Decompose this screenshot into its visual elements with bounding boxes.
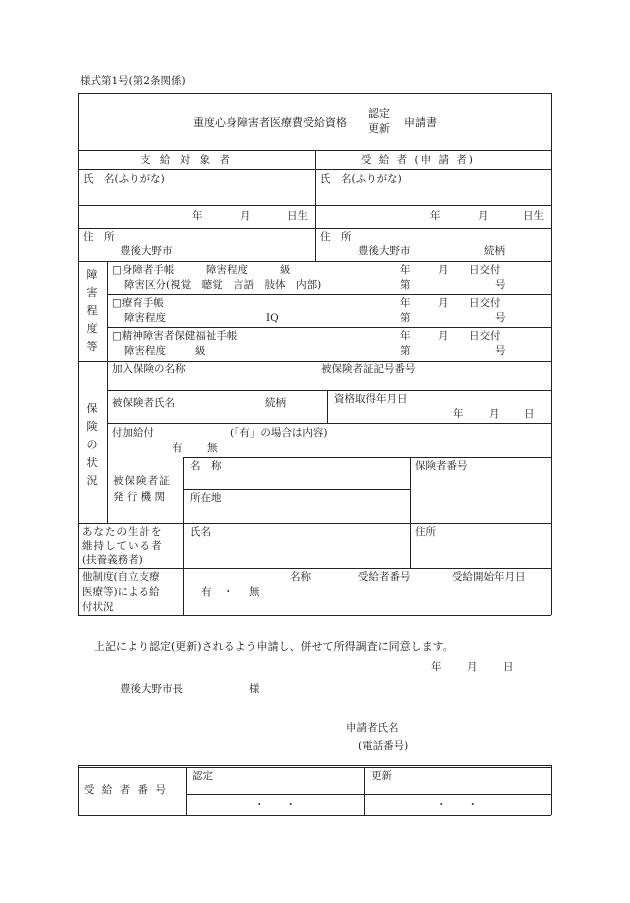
applicant-address-label: 住 所 xyxy=(320,231,352,243)
applicant-birth-day: 日生 xyxy=(523,210,544,222)
mental-issued-day: 日交付 xyxy=(469,330,501,342)
acquired-date-label: 資格取得年月日 xyxy=(334,393,408,405)
supplement-note: (「有」の場合は内容) xyxy=(230,427,328,439)
insurance-side-label: 保険の状況 xyxy=(86,402,98,487)
issuer-name-label: 名 称 xyxy=(190,460,222,472)
recipient-number-label: 受 給 者 番 号 xyxy=(84,784,168,796)
declaration-honorific: 様 xyxy=(249,683,260,695)
acquired-year: 年 xyxy=(453,408,464,420)
beneficiary-header: 支 給 対 象 者 xyxy=(140,154,233,166)
issuer-label-line1: 被保険者証 xyxy=(113,475,171,487)
physical-issued-month: 月 xyxy=(438,264,449,276)
supporter-address-label: 住所 xyxy=(415,526,436,538)
declaration-statement: 上記により認定(更新)されるよう申請し、併せて所得調査に同意します。 xyxy=(94,640,454,653)
other-system-label-line1: 他制度(自立支療 xyxy=(82,571,160,583)
declaration-month: 月 xyxy=(467,661,478,673)
beneficiary-address-label: 住 所 xyxy=(83,231,115,243)
physical-category: 障害区分(視覚 聴覚 言語 肢体 内部) xyxy=(124,279,322,291)
mental-grade-label: 障害程度 xyxy=(124,345,166,357)
insured-relation-label: 続柄 xyxy=(265,397,286,409)
certification-date-dots: ・ ・ xyxy=(254,799,296,811)
rehab-number-prefix: 第 xyxy=(400,312,411,324)
physical-issued-year: 年 xyxy=(400,264,411,276)
beneficiary-birth-year: 年 xyxy=(192,210,203,222)
mental-number-suffix: 号 xyxy=(495,345,506,357)
applicant-phone-label: (電話番号) xyxy=(358,740,409,752)
renewal-date-dots: ・ ・ xyxy=(436,799,478,811)
other-system-start-date-label: 受給開始年月日 xyxy=(452,571,526,583)
supporter-name-label: 氏名 xyxy=(190,526,211,538)
physical-number-prefix: 第 xyxy=(400,279,411,291)
beneficiary-birth-month: 月 xyxy=(240,210,251,222)
mental-grade-unit: 級 xyxy=(195,345,206,357)
supplement-no[interactable]: 無 xyxy=(207,442,218,454)
other-system-label-line2: 医療等)による給 xyxy=(82,586,160,598)
other-system-no[interactable]: 無 xyxy=(249,586,260,598)
form-title: 重度心身障害者医療費受給資格 xyxy=(193,116,347,129)
rehab-issued-month: 月 xyxy=(438,297,449,309)
mental-issued-month: 月 xyxy=(438,330,449,342)
insured-name-label: 被保険者氏名 xyxy=(112,397,175,409)
other-system-yes[interactable]: 有 xyxy=(201,586,212,598)
insurance-card-number-label: 被保険者証記号番号 xyxy=(321,363,416,375)
beneficiary-city: 豊後大野市 xyxy=(120,245,173,257)
supporter-label-line3: (扶養義務者) xyxy=(82,554,143,566)
insurer-number-label: 保険者番号 xyxy=(415,460,468,472)
rehab-handbook-checkbox[interactable]: □療育手帳 xyxy=(112,297,164,309)
recipient-renewal-label: 更新 xyxy=(371,770,392,782)
other-system-name-label: 名称 xyxy=(290,571,311,583)
form-id: 様式第1号(第2条関係) xyxy=(80,75,186,87)
applicant-birth-month: 月 xyxy=(478,210,489,222)
mental-number-prefix: 第 xyxy=(400,345,411,357)
mental-issued-year: 年 xyxy=(400,330,411,342)
declaration-year: 年 xyxy=(431,661,442,673)
beneficiary-birth-day: 日生 xyxy=(287,210,308,222)
supplement-label: 付加給付 xyxy=(112,427,154,439)
supplement-yes[interactable]: 有 xyxy=(172,442,183,454)
mental-handbook-checkbox[interactable]: □精神障害者保健福祉手帳 xyxy=(112,330,238,342)
supporter-label-line2: 維持している者 xyxy=(82,540,163,552)
physical-handbook-checkbox[interactable]: □身障者手帳 xyxy=(112,264,175,276)
disability-side-label: 障害程度等 xyxy=(86,268,98,353)
physical-grade-label: 障害程度 xyxy=(206,264,248,276)
applicant-header: 受 給 者 (申 請 者) xyxy=(361,154,475,166)
declaration-day: 日 xyxy=(503,661,514,673)
issuer-label-line2: 発 行 機 関 xyxy=(113,491,166,503)
physical-issued-day: 日交付 xyxy=(469,264,501,276)
other-system-label-line3: 付状況 xyxy=(82,601,114,613)
applicant-relation-label: 続柄 xyxy=(484,245,505,257)
title-choice-certify: 認定 xyxy=(368,107,390,120)
applicant-birth-year: 年 xyxy=(430,210,441,222)
rehab-issued-year: 年 xyxy=(400,297,411,309)
title-choice-renew: 更新 xyxy=(368,122,390,135)
physical-grade-unit: 級 xyxy=(280,264,291,276)
physical-number-suffix: 号 xyxy=(495,279,506,291)
acquired-month: 月 xyxy=(489,408,500,420)
recipient-certification-label: 認定 xyxy=(192,770,213,782)
title-suffix: 申請書 xyxy=(404,116,437,129)
applicant-city: 豊後大野市 xyxy=(358,245,411,257)
applicant-name-label: 氏 名(ふりがな) xyxy=(320,173,402,185)
rehab-number-suffix: 号 xyxy=(495,312,506,324)
beneficiary-name-label: 氏 名(ふりがな) xyxy=(83,173,165,185)
issuer-address-label: 所在地 xyxy=(190,492,222,504)
other-system-dot: ・ xyxy=(223,586,234,598)
acquired-day: 日 xyxy=(524,408,535,420)
rehab-grade-label: 障害程度 xyxy=(124,312,166,324)
other-system-recipient-number-label: 受給者番号 xyxy=(358,571,411,583)
supporter-label-line1: あなたの生計を xyxy=(82,526,163,538)
applicant-name-signature-label: 申請者氏名 xyxy=(346,722,399,734)
declaration-addressee: 豊後大野市長 xyxy=(120,683,183,695)
rehab-issued-day: 日交付 xyxy=(469,297,501,309)
rehab-iq-label: IQ xyxy=(266,312,279,324)
insurance-plan-name-label: 加入保険の名称 xyxy=(112,363,186,375)
